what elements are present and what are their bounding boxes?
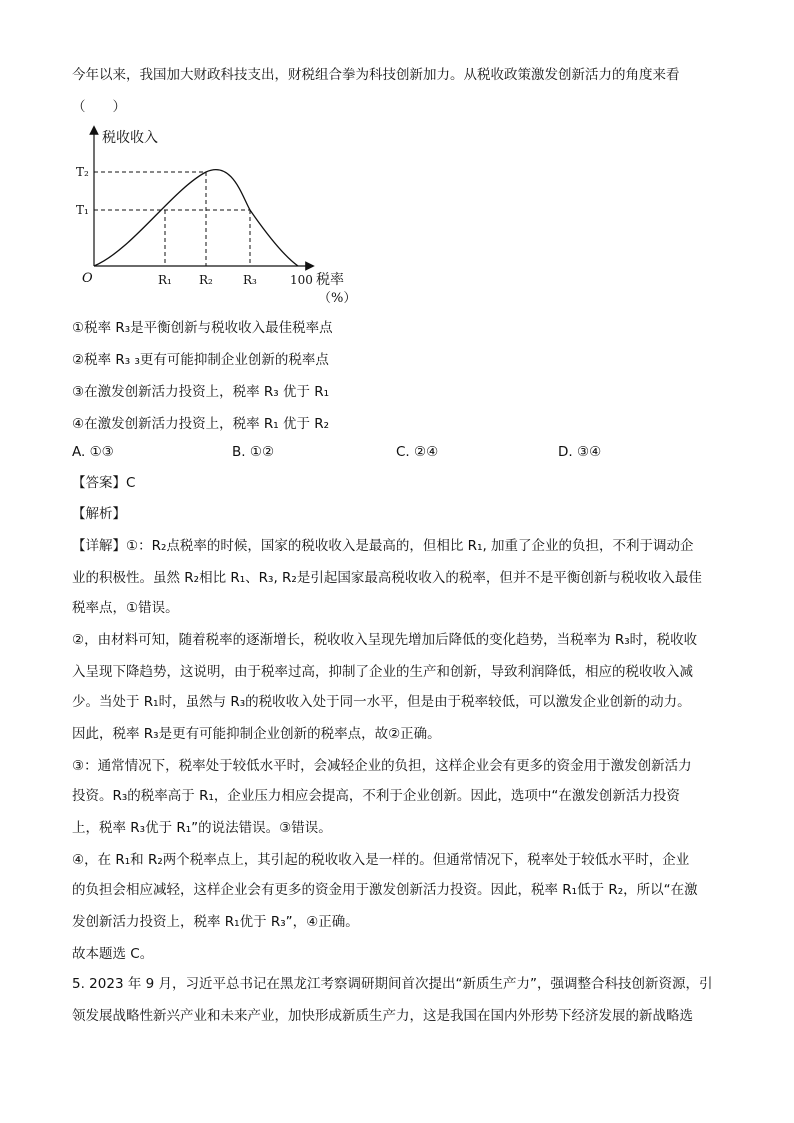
statement-2: ②税率 R₃ ₃更有可能抑制企业创新的税率点 (72, 352, 329, 368)
statement-3: ③在激发创新活力投资上，税率 R₃ 优于 R₁ (72, 384, 330, 400)
options-row (72, 444, 722, 462)
option-d[interactable]: D. ③④ (558, 444, 602, 460)
y-tick-t2: T₂ (76, 165, 89, 179)
option-a[interactable]: A. ①③ (72, 444, 114, 460)
analysis-line: 少。当处于 R₁时，虽然与 R₃的税收收入处于同一水平，但是由于税率较低，可以激发企业创新的动力。 (72, 694, 691, 710)
next-question-line: 5. 2023 年 9 月，习近平总书记在黑龙江考察调研期间首次提出“新质生产力”，强调整合科技创新资源，引 (72, 976, 713, 992)
analysis-line: ④，在 R₁和 R₂两个税率点上，其引起的税收收入是一样的。但通常情况下，税率处于较低水平时，企业 (72, 852, 690, 868)
analysis-line: 上，税率 R₃优于 R₁”的说法错误。③错误。 (72, 820, 332, 836)
laffer-curve (94, 170, 298, 266)
question-stem: 今年以来，我国加大财政科技支出，财税组合拳为科技创新加力。从税收政策激发创新活力的角度来看 (72, 67, 680, 83)
y-tick-t1: T₁ (76, 203, 89, 217)
analysis-line: 发创新活力投资上，税率 R₁优于 R₃”，④正确。 (72, 914, 359, 930)
next-question-line: 领发展战略性新兴产业和未来产业，加快形成新质生产力，这是我国在国内外形势下经济发展的新战略选 (72, 1008, 693, 1024)
answer-bracket: （ ） (72, 99, 126, 115)
x-tick-r2: R₂ (199, 273, 213, 287)
option-b[interactable]: B. ①② (232, 444, 275, 460)
analysis-line: 【详解】①：R₂点税率的时候，国家的税收收入是最高的，但相比 R₁, 加重了企业的负担，不利于调动企 (72, 538, 694, 554)
analysis-line: 业的积极性。虽然 R₂相比 R₁、R₃, R₂是引起国家最高税收收入的税率，但并不是平衡创新与税收收入最佳 (72, 570, 702, 586)
analysis-conclusion: 故本题选 C。 (72, 946, 154, 962)
origin-label: O (82, 271, 93, 286)
analysis-line: ③：通常情况下，税率处于较低水平时，会减轻企业的负担，这样企业会有更多的资金用于激发创新活力 (72, 758, 692, 774)
analysis-line: 税率点，①错误。 (72, 600, 179, 616)
analysis-label: 【解析】 (72, 506, 126, 522)
analysis-line: 入呈现下降趋势，这说明，由于税率过高，抑制了企业的生产和创新，导致利润降低，相应的税收收入减 (72, 664, 693, 680)
analysis-line: 的负担会相应减轻，这样企业会有更多的资金用于激发创新活力投资。因此，税率 R₁低于 R₂，所以“在激 (72, 882, 698, 898)
analysis-line: 投资。R₃的税率高于 R₁，企业压力相应会提高，不利于企业创新。因此，选项中“在激发创新活力投资 (72, 788, 680, 804)
answer-label: 【答案】 (72, 475, 126, 491)
statement-4: ④在激发创新活力投资上，税率 R₁ 优于 R₂ (72, 416, 330, 432)
tax-revenue-chart (72, 118, 372, 313)
analysis-line: 因此，税率 R₃是更有可能抑制企业创新的税率点，故②正确。 (72, 726, 441, 742)
option-c[interactable]: C. ②④ (396, 444, 439, 460)
x-axis-unit: （%） (318, 291, 357, 306)
x-tick-100: 100 (290, 273, 313, 287)
x-axis-label: 税率 (316, 272, 344, 288)
x-tick-r1: R₁ (158, 273, 172, 287)
y-axis-label: 税收收入 (102, 130, 158, 146)
answer-row (72, 475, 135, 491)
answer-value: C (126, 475, 136, 491)
analysis-line: ②，由材料可知，随着税率的逐渐增长，税收收入呈现先增加后降低的变化趋势，当税率为 R₃时，税收收 (72, 632, 698, 648)
x-tick-r3: R₃ (243, 273, 257, 287)
statement-1: ①税率 R₃是平衡创新与税收收入最佳税率点 (72, 320, 333, 336)
